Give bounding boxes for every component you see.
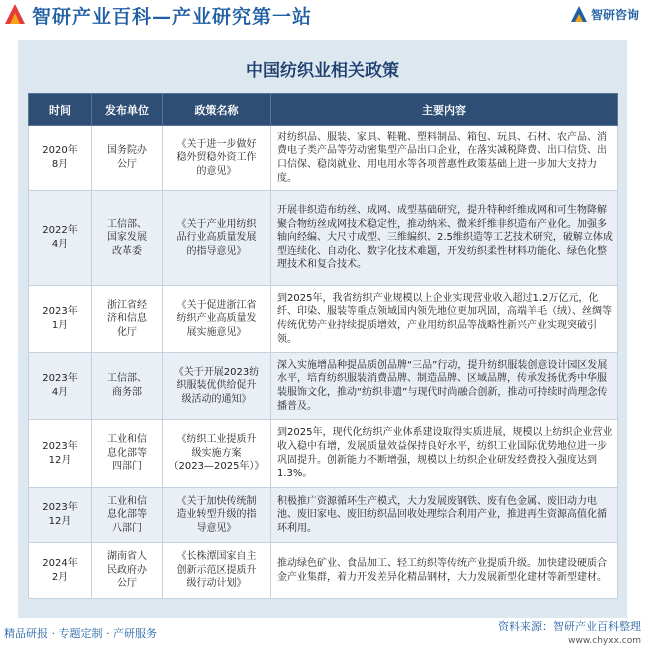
cell-content: 到2025年，现代化纺织产业体系建设取得实质进展，规模以上纺织企业营业收入稳中有增，发展质量效益保持良好水平，纺织工业国际优势地位进一步巩固提升。创新能力不断增强，规模以上纺织企业研发经费投入强度达到 1.3%。 — [271, 420, 618, 488]
source-note: 资料来源：智研产业百科整理 — [498, 620, 641, 633]
website-link[interactable]: www.chyxx.com — [568, 636, 641, 646]
brand-logo[interactable] — [570, 5, 639, 23]
cell-publisher: 浙江省经 济和信息 化厅 — [92, 286, 163, 353]
brand-name: 智研咨询 — [590, 7, 639, 22]
cell-time: 2020年 8月 — [29, 126, 92, 191]
cell-publisher: 工信部、 国家发展 改革委 — [92, 191, 163, 286]
page-footer — [0, 620, 645, 646]
column-header-publisher: 发布单位 — [92, 94, 163, 126]
table-row — [29, 488, 618, 543]
footer-source-block — [498, 620, 641, 648]
cell-publisher: 工信部、 商务部 — [92, 353, 163, 420]
column-header-content: 主要内容 — [271, 94, 618, 126]
zhiyan-logo-icon — [3, 2, 27, 26]
cell-policy: 《纺织工业提质升 级实施方案 （2023—2025年）》 — [163, 420, 271, 488]
cell-content: 推动绿色矿业、食品加工、轻工纺织等传统产业提质升级。加快建设硬质合金产业集群，着力开发差异化精品钢材，大力发展新型化建材等新型建材。 — [271, 543, 618, 599]
cell-publisher: 湖南省人 民政府办 公厅 — [92, 543, 163, 599]
cell-policy: 《关于产业用纺织 品行业高质量发展 的指导意见》 — [163, 191, 271, 286]
cell-publisher: 工业和信 息化部等 八部门 — [92, 488, 163, 543]
cell-content: 到2025年，我省纺织产业规模以上企业实现营业收入超过1.2万亿元，化纤、印染、服装等重点领域国内领先地位更加巩固，高端羊毛（绒）、丝绸等传统优势产业持续提质增效，产业用纺织品等战略性新兴产业实现突破引领。 — [271, 286, 618, 353]
table-row — [29, 353, 618, 420]
column-header-time: 时间 — [29, 94, 92, 126]
site-title: 智研产业百科—产业研究第一站 — [32, 6, 313, 28]
table-row — [29, 191, 618, 286]
brand-mark-icon — [570, 5, 588, 23]
table-row — [29, 543, 618, 599]
column-header-policy: 政策名称 — [163, 94, 271, 126]
table-row — [29, 420, 618, 488]
table-row — [29, 126, 618, 191]
cell-time: 2023年 12月 — [29, 488, 92, 543]
cell-policy: 《关于开展2023纺 织服装优供给促升 级活动的通知》 — [163, 353, 271, 420]
table-header-row — [29, 94, 618, 126]
cell-policy: 《关于进一步做好 稳外贸稳外资工作 的意见》 — [163, 126, 271, 191]
cell-time: 2023年 4月 — [29, 353, 92, 420]
cell-publisher: 国务院办 公厅 — [92, 126, 163, 191]
cell-time: 2022年 4月 — [29, 191, 92, 286]
footer-services: 精品研报 · 专题定制 · 产研服务 — [4, 627, 157, 640]
cell-content: 对纺织品、服装、家具、鞋靴、塑料制品、箱包、玩具、石材、农产品、消费电子类产品等劳动密集型产品出口企业，在落实减税降费、出口信贷、出口信保、稳岗就业、用电用水等各项普惠性政策基础上进一步加大支持力度。 — [271, 126, 618, 191]
page-header — [0, 0, 645, 32]
cell-time: 2023年 12月 — [29, 420, 92, 488]
cell-content: 深入实施增品种提品质创品牌“三品”行动，提升纺织服装创意设计园区发展水平，培育纺织服装消费品牌、制造品牌、区域品牌，传承发扬优秀中华服装服饰文化，推动“纺织非遗”与现代时尚融合创新，推动可持续时尚理念传播普及。 — [271, 353, 618, 420]
cell-content: 开展非织造布纺丝、成网、成型基础研究，提升特种纤维成网和可生物降解聚合物纺丝成网技术稳定性，推动纳米、微米纤维非织造布产业化。加强多轴向经编、大尺寸成型、三维编织、2.5维织造等工艺技术研究，破解立体成型连续化、自动化、数字化技术难题，开发纺织柔性材料功能化、绿色化整理技术和复合技术。 — [271, 191, 618, 286]
table-title: 中国纺织业相关政策 — [246, 61, 399, 81]
cell-content: 积极推广资源循环生产模式，大力发展废钢铁、废有色金属、废旧动力电池、废旧家电、废旧纺织品回收处理综合利用产业，推进再生资源高值化循环利用。 — [271, 488, 618, 543]
cell-policy: 《关于加快传统制 造业转型升级的指 导意见》 — [163, 488, 271, 543]
cell-policy: 《关于促进浙江省 纺织产业高质量发 展实施意见》 — [163, 286, 271, 353]
cell-policy: 《长株潭国家自主 创新示范区提质升 级行动计划》 — [163, 543, 271, 599]
policy-table — [28, 93, 618, 599]
cell-time: 2023年 1月 — [29, 286, 92, 353]
cell-time: 2024年 2月 — [29, 543, 92, 599]
table-row — [29, 286, 618, 353]
cell-publisher: 工业和信 息化部等 四部门 — [92, 420, 163, 488]
